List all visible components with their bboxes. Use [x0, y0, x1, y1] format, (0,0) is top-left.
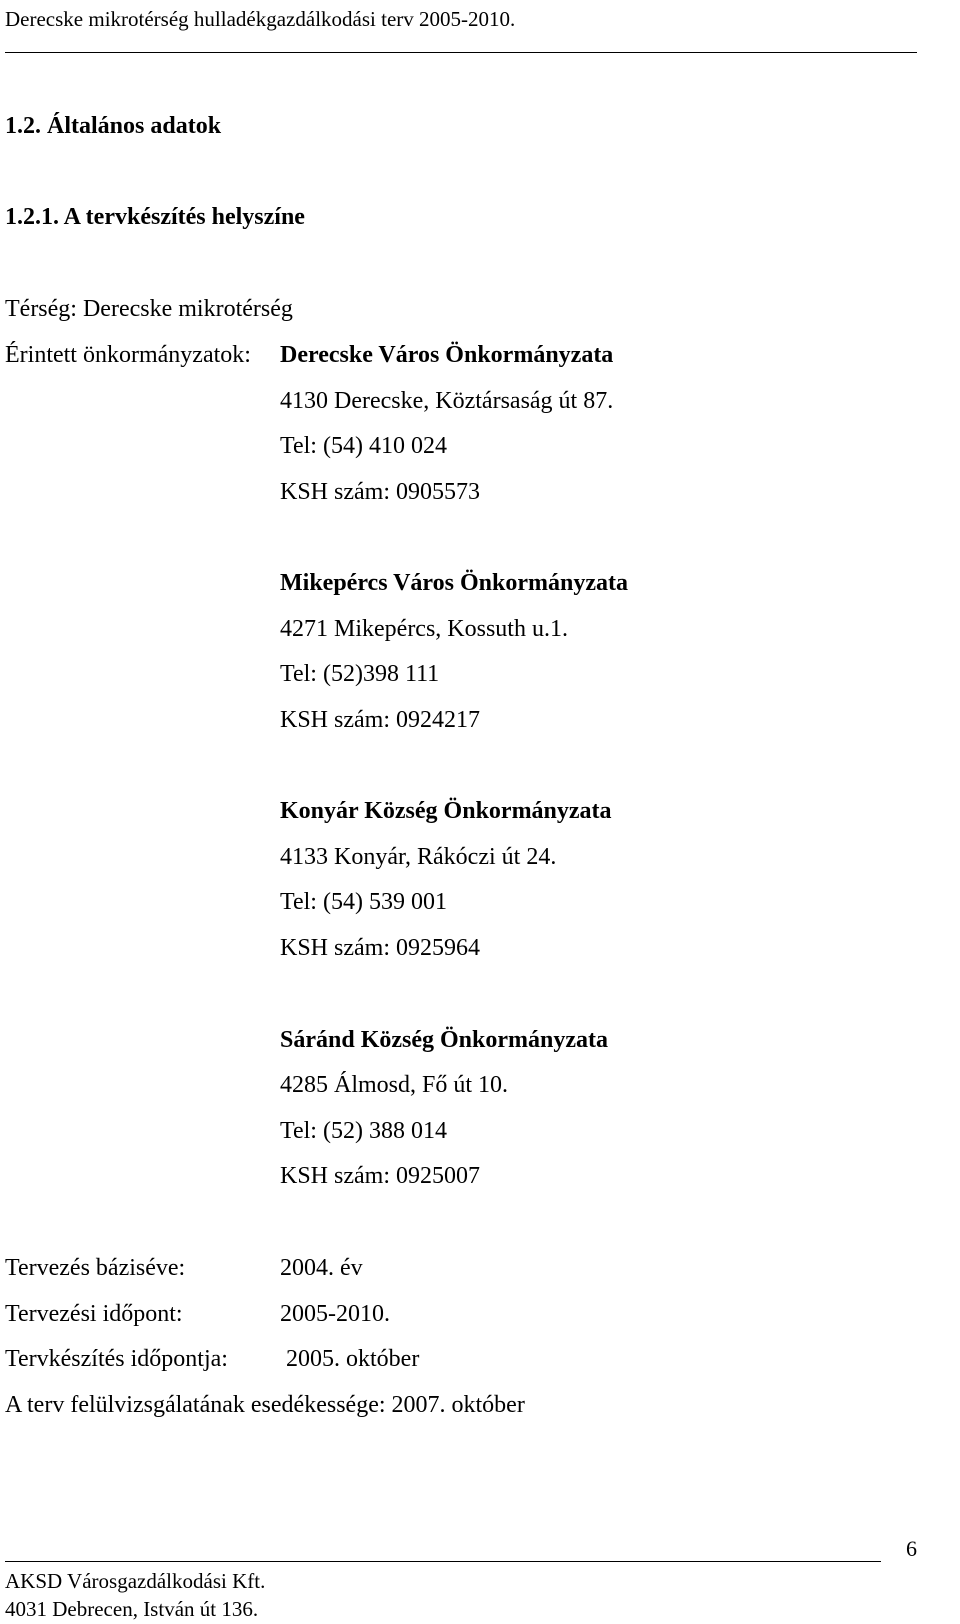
page-number: 6: [906, 1536, 917, 1561]
planning-period-label: Tervezési időpont:: [5, 1301, 183, 1327]
municipality-ksh: KSH szám: 0905573: [280, 479, 480, 505]
header-divider: [5, 52, 917, 53]
municipality-phone: Tel: (54) 410 024: [280, 433, 447, 459]
region-line: Térség: Derecske mikrotérség: [5, 296, 293, 322]
municipality-ksh: KSH szám: 0925007: [280, 1163, 480, 1189]
review-due-line: A terv felülvizsgálatának esedékessége: 2007. október: [5, 1392, 525, 1418]
municipality-address: 4271 Mikepércs, Kossuth u.1.: [280, 616, 568, 642]
municipality-name: Derecske Város Önkormányzata: [280, 342, 614, 368]
document-header-title: Derecske mikrotérség hulladékgazdálkodási terv 2005-2010.: [5, 7, 516, 31]
base-year-label: Tervezés báziséve:: [5, 1255, 186, 1281]
municipality-phone: Tel: (54) 539 001: [280, 889, 447, 915]
municipality-ksh: KSH szám: 0925964: [280, 935, 480, 961]
municipality-name: Mikepércs Város Önkormányzata: [280, 570, 628, 596]
municipality-name: Sáránd Község Önkormányzata: [280, 1027, 609, 1053]
municipality-phone: Tel: (52) 388 014: [280, 1118, 447, 1144]
affected-municipalities-label: Érintett önkormányzatok:: [5, 342, 251, 368]
municipality-address: 4130 Derecske, Köztársaság út 87.: [280, 388, 614, 414]
municipality-phone: Tel: (52)398 111: [280, 661, 440, 687]
plan-date-label: Tervkészítés időpontja:: [5, 1346, 228, 1372]
planning-period-value: 2005-2010.: [280, 1301, 390, 1327]
subsection-heading: 1.2.1. A tervkészítés helyszíne: [5, 204, 305, 230]
plan-date-value: 2005. október: [286, 1346, 420, 1372]
footer-company: AKSD Városgazdálkodási Kft.: [5, 1569, 266, 1593]
municipality-name: Konyár Község Önkormányzata: [280, 798, 612, 824]
municipality-ksh: KSH szám: 0924217: [280, 707, 480, 733]
municipality-address: 4133 Konyár, Rákóczi út 24.: [280, 844, 557, 870]
section-heading: 1.2. Általános adatok: [5, 113, 222, 139]
footer-divider: [5, 1561, 881, 1562]
municipality-address: 4285 Álmosd, Fő út 10.: [280, 1072, 509, 1098]
base-year-value: 2004. év: [280, 1255, 363, 1281]
footer-address: 4031 Debrecen, István út 136.: [5, 1597, 259, 1621]
